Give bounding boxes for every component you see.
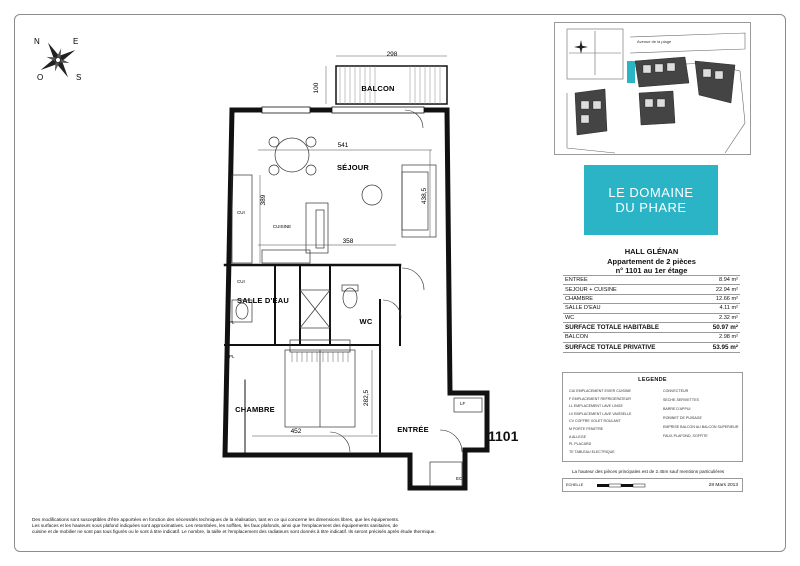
legend-item: BARRE D'APPUI <box>663 407 691 411</box>
legend-item: EMPRISE BALCON AU BALCON SUPERIEUR <box>663 425 739 429</box>
scale-bar <box>597 482 657 490</box>
disclaimer-notes <box>32 517 572 535</box>
room-sejour: SÉJOUR <box>336 163 370 172</box>
surface-row <box>563 322 740 332</box>
scale-box <box>562 478 743 492</box>
dim-sejour-depth-right: 438,5 <box>421 187 428 205</box>
legend-item: PL PLACARD <box>569 442 592 447</box>
legend-item: FAUX-PLAFOND, SOFFITE <box>663 434 708 438</box>
surface-label: BALCON <box>563 333 699 342</box>
disclaimer-line: cuisine et de mobilier ne sont pas tous figurés ou le sont à titre indicatif. Le nombre, la taille et l'emplacement des radiateurs sont donnés à titre indicatif. Ils seront précisés après étude thermique. <box>32 529 436 535</box>
disclaimer-line: Les surfaces et les hauteurs sous plafond indiquées sont approximatives. Les retombées, les soffites, les faux plafonds, ainsi que l'emplacement des équipements sanitaires, de <box>32 523 398 529</box>
surface-value: 12.66 m² <box>699 294 740 303</box>
hall-name: HALL GLÉNAN <box>624 247 679 256</box>
surface-value: 53.95 m² <box>699 342 740 352</box>
apartment-header <box>563 247 740 276</box>
legend-item: TE TABLEAU ELECTRIQUE <box>569 449 615 454</box>
surface-row <box>563 276 740 285</box>
surface-label: SALLE D'EAU <box>563 304 699 313</box>
ceiling-height-note: La hauteur des pièces principales est de 2.45m sauf mentions particulières <box>572 469 725 474</box>
legend-item: CONVECTEUR <box>663 389 689 393</box>
dim-chambre-width: 452 <box>290 428 302 435</box>
key-plan-street: Avenue de la plage <box>637 39 672 44</box>
dim-sejour-depth-left: 389 <box>260 194 267 206</box>
surface-label: WC <box>563 313 699 322</box>
surface-label: SEJOUR + CUISINE <box>563 285 699 294</box>
fixture-pl-1: PL <box>229 320 235 325</box>
legend-item: ROBINET DE PUISAGE <box>663 416 702 420</box>
fixture-pl-2: PL <box>229 354 235 359</box>
legend-item: LL EMPLACEMENT LAVE LINGE <box>569 404 623 409</box>
apartment-number-floor: n° 1101 au 1er étage <box>615 266 688 275</box>
room-cuisine: CUISINE <box>272 224 292 229</box>
plan-date: 28 Mars 2013 <box>708 483 738 488</box>
fixture-lf: LF <box>460 401 466 406</box>
fixture-cui-1: CUI <box>237 210 245 215</box>
legend-item: CUI EMPLACEMENT EVIER CUISINE <box>569 389 631 393</box>
compass-e: E <box>73 37 79 46</box>
dim-chambre-depth: 282,5 <box>363 389 370 407</box>
surface-label: SURFACE TOTALE HABITABLE <box>563 322 699 332</box>
fixture-cui-2: CUI <box>237 279 245 284</box>
logo-line-1: LE DOMAINE <box>608 185 694 200</box>
legend-item: F EMPLACEMENT REFRIGERATEUR <box>569 396 631 401</box>
legend-item: SECHE-SERVIETTES <box>663 398 699 402</box>
compass-o: O <box>37 73 44 82</box>
room-salle-deau: SALLE D'EAU <box>237 296 289 305</box>
surface-row <box>563 342 740 352</box>
surface-row <box>563 304 740 313</box>
surface-label: ENTREE <box>563 276 699 285</box>
unit-number: 1101 <box>488 428 519 444</box>
key-plan <box>554 22 751 155</box>
dim-sejour-width: 541 <box>337 142 349 149</box>
surfaces-table <box>563 275 740 353</box>
compass-n: N <box>34 37 40 46</box>
legend-item: M PORTE FENETRE <box>569 427 604 431</box>
room-entree: ENTRÉE <box>397 425 429 434</box>
legend-item: LV EMPLACEMENT LAVE VAISSELLE <box>569 411 632 416</box>
room-wc: WC <box>359 317 373 326</box>
legend <box>562 372 743 462</box>
surface-value: 8.94 m² <box>699 276 740 285</box>
room-chambre: CHAMBRE <box>235 405 275 414</box>
fixture-ec: EC <box>456 476 463 481</box>
brand-logo <box>584 165 718 235</box>
surface-value: 2.98 m² <box>699 333 740 342</box>
scale-label: ECHELLE <box>566 483 584 487</box>
dim-balcony-width: 298 <box>386 51 398 58</box>
surface-value: 4.11 m² <box>699 304 740 313</box>
balcony <box>326 56 447 104</box>
legend-title: LEGENDE <box>638 377 667 383</box>
logo-line-2: DU PHARE <box>615 200 687 215</box>
room-balcon: BALCON <box>361 84 395 93</box>
surface-label: CHAMBRE <box>563 294 699 303</box>
apartment-type: Appartement de 2 pièces <box>607 256 696 266</box>
compass-s: S <box>76 73 82 82</box>
surface-value: 2.32 m² <box>699 313 740 322</box>
disclaimer-line: Des modifications sont susceptibles d'être apportées en fonction des nécessités techniques de la réalisation, tant en ce qui concerne les dimensions libres, que les équipements. <box>32 517 400 522</box>
dim-mid-width: 358 <box>342 238 354 245</box>
dim-balcony-depth: 100 <box>313 82 320 94</box>
surface-row <box>563 285 740 294</box>
surface-row <box>563 333 740 342</box>
surface-value: 50.97 m² <box>699 322 740 332</box>
legend-item: A ALLEGE <box>569 434 586 439</box>
surface-label: SURFACE TOTALE PRIVATIVE <box>563 342 699 352</box>
surface-value: 22.94 m² <box>699 285 740 294</box>
surface-row <box>563 294 740 303</box>
legend-item: CV COFFRE VOLET ROULANT <box>569 419 621 424</box>
surface-row <box>563 313 740 322</box>
